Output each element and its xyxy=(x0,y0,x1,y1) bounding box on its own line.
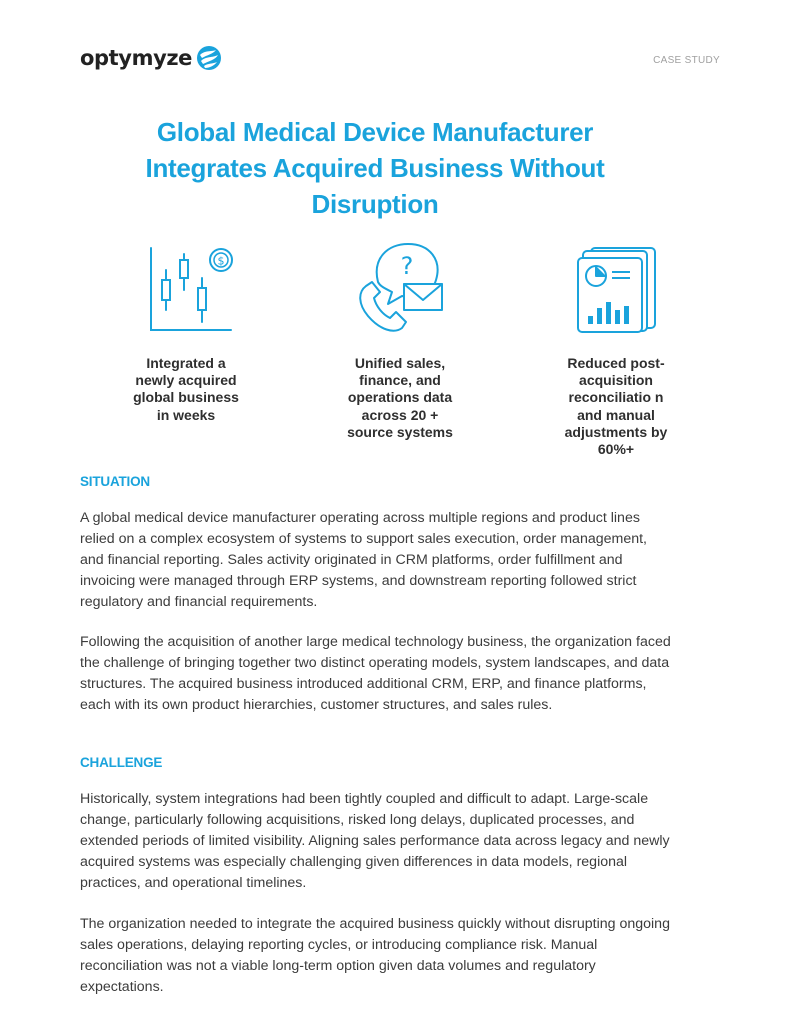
section-heading-challenge: CHALLENGE xyxy=(80,755,163,770)
svg-text:?: ? xyxy=(400,252,414,280)
brand-name: optymyze xyxy=(80,46,193,70)
paragraph: A global medical device manufacturer operating across multiple regions and product lines relied on a complex ecosystem of systems to support sales execution, order management, and financial reporting. Sales activity originated in CRM platforms, order fulfillment and invoicing were managed through ERP systems, and downstream reporting followed strict regulatory and financial requirements. xyxy=(80,510,647,610)
document-type-label: CASE STUDY xyxy=(653,55,720,66)
stat-block-data xyxy=(315,240,485,441)
brand-logo xyxy=(80,45,222,71)
section-heading-situation: SITUATION xyxy=(80,474,150,489)
paragraph: Historically, system integrations had been tightly coupled and difficult to adapt. Large-scale change, particularly following acquisitions, risked long delays, duplicated processes, and extended periods of limited visibility. Aligning sales performance data across legacy and newly acquired systems was especially challenging given differences in data models, regional practices, and operational timelines. xyxy=(80,791,670,891)
paragraph: Following the acquisition of another large medical technology business, the organization faced the challenge of bringing together two distinct operating models, system landscapes, and data structures. The acquired business introduced additional CRM, ERP, and finance platforms, each with its own product hierarchies, customer structures, and sales rules. xyxy=(80,634,671,713)
stat-text: Unified sales, finance, and operations data across 20 + source systems xyxy=(347,355,453,440)
stat-block-integration xyxy=(101,240,271,424)
candlestick-chart-dollar-icon xyxy=(136,240,236,335)
stat-text: Reduced post-acquisition reconciliatio n and manual adjustments by 60%+ xyxy=(564,355,668,458)
page-title: Global Medical Device Manufacturer Integrates Acquired Business Without Disruption xyxy=(145,117,605,219)
svg-text:$: $ xyxy=(217,254,225,268)
paragraph: The organization needed to integrate the acquired business quickly without disrupting ongoing sales operations, delaying reporting cycles, or introducing compliance risk. Manual reconciliation was not a viable long-term option given data volumes and regulatory expectations. xyxy=(80,916,670,995)
report-documents-chart-icon xyxy=(566,240,666,335)
phone-mail-question-icon xyxy=(350,240,450,335)
stat-block-reconciliation xyxy=(531,240,701,458)
stat-text: Integrated a newly acquired global business in weeks xyxy=(133,355,239,423)
wave-swirl-icon xyxy=(196,45,222,71)
